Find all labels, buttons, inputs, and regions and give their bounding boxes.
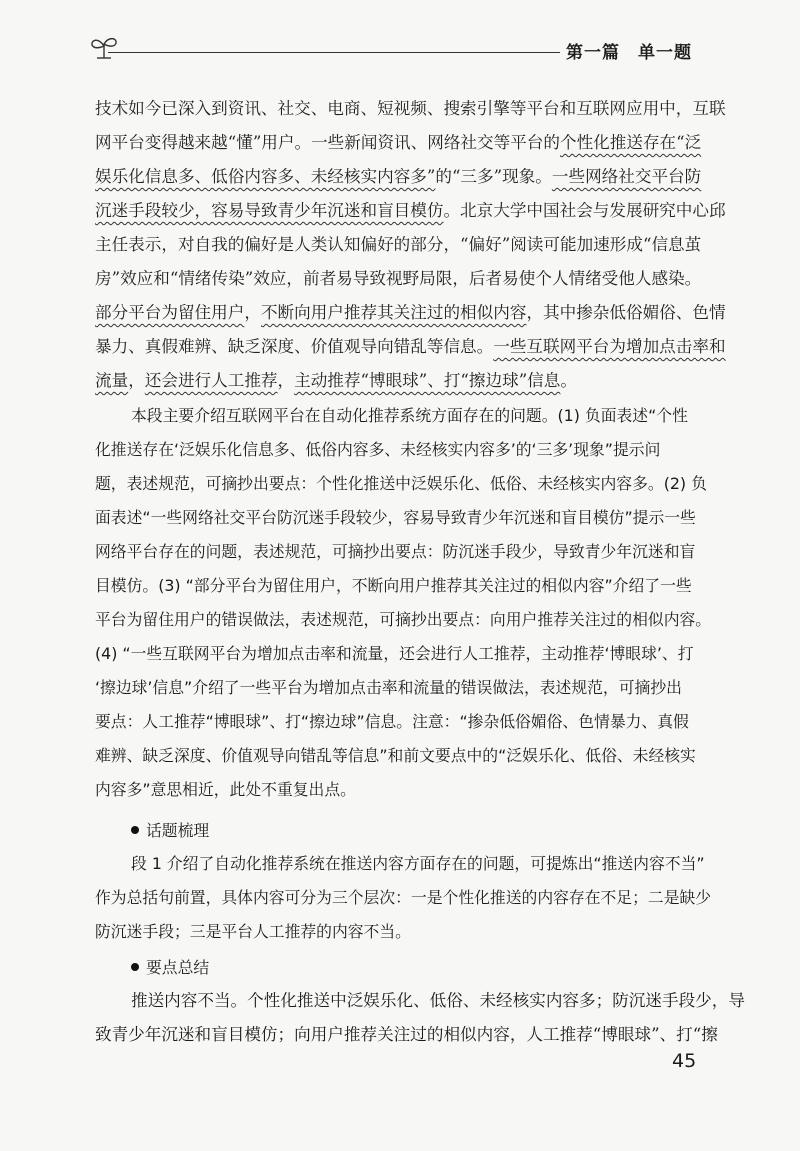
bullet-icon xyxy=(131,826,139,834)
text-line: 主任表示，对自我的偏好是人类认知偏好的部分，“偏好”阅读可能加速形成“信息茧 xyxy=(95,235,702,254)
text-line: 平台为留住用户的错误做法，表述规范，可摘抄出要点：向用户推荐关注过的相似内容。 xyxy=(95,610,712,629)
text-line: 部分平台为留住用户，不断向用户推荐其关注过的相似内容，其中掺杂低俗媚俗、色情 xyxy=(95,303,726,322)
text-line: 沉迷手段较少，容易导致青少年沉迷和盲目模仿。北京大学中国社会与发展研究中心邱 xyxy=(95,201,726,220)
source-paragraph xyxy=(95,92,726,398)
analysis-paragraph xyxy=(95,399,712,807)
running-head xyxy=(566,38,692,63)
underlined-phrase: 一些互联网平台为增加点击率和 xyxy=(493,337,726,356)
summary-heading: 要点总结 xyxy=(131,955,209,978)
text-line: 娱乐化信息多、低俗内容多、未经核实内容多”的“三多”现象。一些网络社交平台防 xyxy=(95,167,702,186)
text-line: 化推送存在‘泛娱乐化信息多、低俗内容多、未经核实内容多’的‘三多’现象”提示问 xyxy=(95,440,661,459)
topic-paragraph xyxy=(95,847,712,949)
header-rule xyxy=(108,52,560,53)
bullet-icon xyxy=(131,963,139,971)
text-line: 推送内容不当。个性化推送中泛娱乐化、低俗、未经核实内容多；防沉迷手段少，导 xyxy=(131,991,745,1010)
underlined-phrase: 娱乐化信息多、低俗内容多、未经核实内容多” xyxy=(95,167,436,186)
topic-heading: 话题梳理 xyxy=(131,818,209,841)
underlined-phrase: 流量 xyxy=(95,371,129,390)
underlined-phrase: 一些网络社交平台防 xyxy=(551,167,702,186)
underlined-phrase: 个性化推送存在“泛 xyxy=(560,133,702,152)
text-line: 难辨、缺乏深度、价值观导向错乱等信息”和前文要点中的“泛娱乐化、低俗、未经核实 xyxy=(95,746,696,765)
text-line: 要点：人工推荐“博眼球”、打“擦边球”信息。注意：“掺杂低俗媚俗、色情暴力、真假 xyxy=(95,712,689,731)
underlined-phrase: 主动推荐“博眼球”、打“擦边球”信息 xyxy=(294,371,561,390)
text-line: 段 1 介绍了自动化推荐系统在推送内容方面存在的问题，可提炼出“推送内容不当” xyxy=(131,854,705,873)
text-line: 致青少年沉迷和盲目模仿；向用户推荐关注过的相似内容，人工推荐“博眼球”、打“擦 xyxy=(95,1025,718,1044)
text-line: 暴力、真假难辨、缺乏深度、价值观导向错乱等信息。一些互联网平台为增加点击率和 xyxy=(95,337,726,356)
text-line: (4) “一些互联网平台为增加点击率和流量，还会进行人工推荐，主动推荐‘博眼球’、打 xyxy=(95,644,694,663)
section-title: 单一题 xyxy=(638,43,692,63)
sprout-icon xyxy=(88,34,120,60)
underlined-phrase: 还会进行人工推荐 xyxy=(144,371,278,390)
text-line: 网平台变得越来越“懂”用户。一些新闻资讯、网络社交等平台的个性化推送存在“泛 xyxy=(95,133,702,152)
page-number: 45 xyxy=(672,1050,697,1072)
text-line: 题，表述规范，可摘抄出要点：个性化推送中泛娱乐化、低俗、未经核实内容多。(2) 负 xyxy=(95,474,707,493)
text-line: 目模仿。(3) “部分平台为留住用户，不断向用户推荐其关注过的相似内容”介绍了一些 xyxy=(95,576,692,595)
text-line: 流量，还会进行人工推荐，主动推荐“博眼球”、打“擦边球”信息。 xyxy=(95,371,577,390)
text-line: 作为总括句前置，具体内容可分为三个层次：一是个性化推送的内容存在不足；二是缺少 xyxy=(95,888,712,907)
text-line: 内容多”意思相近，此处不重复出点。 xyxy=(95,780,356,799)
part-title: 第一篇 xyxy=(566,43,620,63)
text-line: 本段主要介绍互联网平台在自动化推荐系统方面存在的问题。(1) 负面表述“个性 xyxy=(131,406,688,425)
text-line: 房”效应和“情绪传染”效应，前者易导致视野局限，后者易使个人情绪受他人感染。 xyxy=(95,269,702,288)
text-line: 面表述“一些网络社交平台防沉迷手段较少，容易导致青少年沉迷和盲目模仿”提示一些 xyxy=(95,508,696,527)
text-line: 防沉迷手段；三是平台人工推荐的内容不当。 xyxy=(95,922,411,941)
underlined-phrase: 沉迷手段较少，容易导致青少年沉迷和盲目模仿 xyxy=(95,201,444,220)
text-line: ‘擦边球’信息”介绍了一些平台为增加点击率和流量的错误做法，表述规范，可摘抄出 xyxy=(95,678,682,697)
underlined-phrase: 不断向用户推荐其关注过的相似内容 xyxy=(260,303,527,322)
summary-paragraph xyxy=(95,984,745,1052)
underlined-phrase: 部分平台为留住用户 xyxy=(95,303,245,322)
text-line: 网络平台存在的问题，表述规范，可摘抄出要点：防沉迷手段少，导致青少年沉迷和盲 xyxy=(95,542,696,561)
text-line: 技术如今已深入到资讯、社交、电商、短视频、搜索引擎等平台和互联网应用中，互联 xyxy=(95,99,726,118)
